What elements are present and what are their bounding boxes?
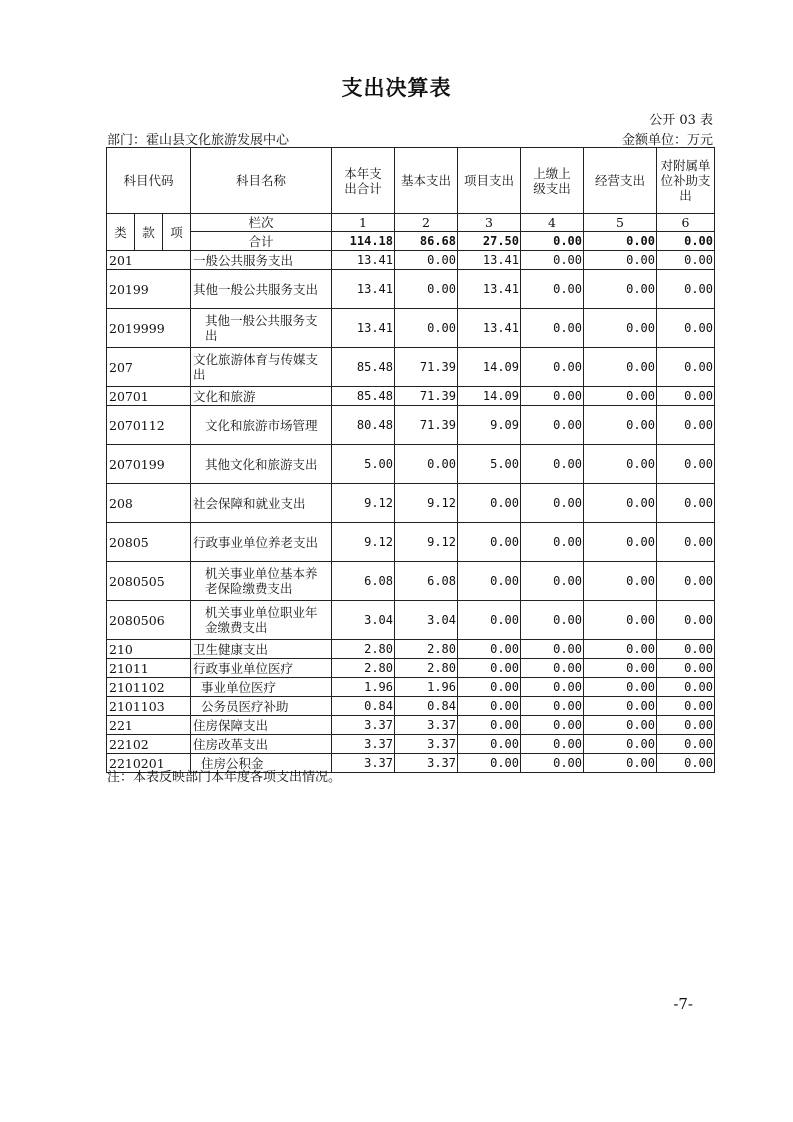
table-row: [107, 678, 715, 697]
table-row: [107, 309, 715, 348]
row-value: 5.00: [332, 445, 395, 484]
row-code: 2019999: [107, 309, 191, 348]
row-value: 0.00: [521, 309, 584, 348]
row-value: 0.00: [584, 309, 657, 348]
header-basic: 基本支出: [395, 148, 458, 214]
row-code: 20199: [107, 270, 191, 309]
table-row: [107, 601, 715, 640]
row-value: 9.12: [395, 523, 458, 562]
row-value: 3.37: [332, 735, 395, 754]
row-value: 9.12: [332, 484, 395, 523]
row-value: 0.00: [458, 523, 521, 562]
row-value: 13.41: [458, 270, 521, 309]
total-value: 114.18: [332, 232, 395, 251]
footnote: 注：本表反映部门本年度各项支出情况。: [107, 770, 342, 785]
row-name: 文化和旅游市场管理: [191, 406, 332, 445]
row-code: 21011: [107, 659, 191, 678]
row-value: 0.84: [395, 697, 458, 716]
row-value: 0.00: [458, 659, 521, 678]
header-business: 经营支出: [584, 148, 657, 214]
row-value: 0.00: [458, 562, 521, 601]
row-value: 0.00: [395, 309, 458, 348]
row-value: 3.37: [332, 716, 395, 735]
row-value: 0.00: [584, 735, 657, 754]
row-value: 0.00: [584, 523, 657, 562]
row-value: 3.37: [395, 735, 458, 754]
row-name: 其他文化和旅游支出: [191, 445, 332, 484]
row-value: 0.00: [521, 562, 584, 601]
row-value: 5.00: [458, 445, 521, 484]
row-value: 13.41: [332, 251, 395, 270]
row-value: 3.37: [332, 754, 395, 773]
row-value: 0.00: [584, 406, 657, 445]
row-value: 0.00: [584, 659, 657, 678]
table-row: [107, 716, 715, 735]
row-value: 0.00: [395, 251, 458, 270]
row-value: 9.12: [395, 484, 458, 523]
row-value: 0.00: [657, 406, 715, 445]
table-row: [107, 697, 715, 716]
row-value: 0.00: [521, 754, 584, 773]
row-value: 3.37: [395, 754, 458, 773]
row-value: 0.00: [584, 484, 657, 523]
row-name: 文化旅游体育与传媒支出: [191, 348, 332, 387]
row-value: 1.96: [332, 678, 395, 697]
row-value: 0.00: [584, 716, 657, 735]
row-name: 一般公共服务支出: [191, 251, 332, 270]
row-value: 0.00: [657, 659, 715, 678]
row-code: 2080505: [107, 562, 191, 601]
row-value: 0.00: [657, 562, 715, 601]
colnum: 5: [584, 214, 657, 232]
page-number: -7-: [673, 995, 693, 1013]
row-value: 0.00: [584, 678, 657, 697]
row-value: 0.00: [584, 251, 657, 270]
row-value: 6.08: [332, 562, 395, 601]
row-value: 2.80: [332, 659, 395, 678]
total-value: 0.00: [584, 232, 657, 251]
total-value: 0.00: [521, 232, 584, 251]
header-row: [107, 148, 715, 214]
row-value: 0.84: [332, 697, 395, 716]
row-value: 0.00: [521, 640, 584, 659]
row-code: 2070199: [107, 445, 191, 484]
table-row: [107, 562, 715, 601]
row-value: 0.00: [657, 270, 715, 309]
total-value: 0.00: [657, 232, 715, 251]
row-name: 住房保障支出: [191, 716, 332, 735]
table-row: [107, 406, 715, 445]
row-value: 13.41: [458, 309, 521, 348]
table-row: [107, 659, 715, 678]
row-code: 22102: [107, 735, 191, 754]
row-value: 0.00: [521, 735, 584, 754]
row-name: 卫生健康支出: [191, 640, 332, 659]
row-value: 0.00: [657, 697, 715, 716]
row-value: 71.39: [395, 348, 458, 387]
table-row: [107, 251, 715, 270]
row-value: 0.00: [657, 348, 715, 387]
table-row: [107, 640, 715, 659]
row-value: 0.00: [458, 716, 521, 735]
row-value: 85.48: [332, 348, 395, 387]
row-value: 80.48: [332, 406, 395, 445]
row-value: 0.00: [657, 601, 715, 640]
row-value: 0.00: [458, 640, 521, 659]
row-value: 0.00: [584, 348, 657, 387]
row-value: 0.00: [657, 678, 715, 697]
row-code: 2080506: [107, 601, 191, 640]
row-value: 0.00: [521, 697, 584, 716]
row-value: 0.00: [458, 601, 521, 640]
row-code: 2101102: [107, 678, 191, 697]
row-value: 0.00: [657, 445, 715, 484]
header-lei: 类: [107, 214, 135, 251]
department-label: 部门：霍山县文化旅游发展中心: [107, 133, 290, 148]
table-row: [107, 270, 715, 309]
colnum: 2: [395, 214, 458, 232]
row-code: 221: [107, 716, 191, 735]
row-value: 6.08: [395, 562, 458, 601]
row-value: 0.00: [395, 445, 458, 484]
row-value: 0.00: [521, 601, 584, 640]
row-value: 0.00: [521, 484, 584, 523]
row-name: 公务员医疗补助: [191, 697, 332, 716]
table-row: [107, 523, 715, 562]
header-total: 本年支出合计: [332, 148, 395, 214]
total-value: 27.50: [458, 232, 521, 251]
header-name: 科目名称: [191, 148, 332, 214]
row-value: 0.00: [521, 523, 584, 562]
header-subsidy: 对附属单位补助支出: [657, 148, 715, 214]
page-title: 支出决算表: [341, 76, 452, 100]
total-row: [107, 232, 715, 251]
row-value: 0.00: [657, 309, 715, 348]
row-value: 0.00: [458, 697, 521, 716]
row-name: 住房改革支出: [191, 735, 332, 754]
row-value: 9.12: [332, 523, 395, 562]
row-value: 0.00: [657, 735, 715, 754]
row-name: 文化和旅游: [191, 387, 332, 406]
colnum-row: [107, 214, 715, 232]
row-value: 9.09: [458, 406, 521, 445]
row-value: 0.00: [657, 754, 715, 773]
row-value: 0.00: [521, 678, 584, 697]
row-value: 0.00: [657, 251, 715, 270]
row-value: 13.41: [332, 270, 395, 309]
row-value: 2.80: [395, 640, 458, 659]
row-value: 0.00: [521, 406, 584, 445]
row-code: 20701: [107, 387, 191, 406]
form-number: 公开 03 表: [649, 113, 713, 128]
row-code: 210: [107, 640, 191, 659]
row-value: 3.04: [395, 601, 458, 640]
header-upper: 上缴上级支出: [521, 148, 584, 214]
row-value: 0.00: [584, 562, 657, 601]
row-code: 207: [107, 348, 191, 387]
table-row: [107, 445, 715, 484]
row-value: 3.04: [332, 601, 395, 640]
row-name: 住房公积金: [191, 754, 332, 773]
table-row: [107, 735, 715, 754]
row-value: 1.96: [395, 678, 458, 697]
row-value: 13.41: [332, 309, 395, 348]
row-value: 0.00: [458, 735, 521, 754]
row-value: 14.09: [458, 348, 521, 387]
row-name: 其他一般公共服务支出: [191, 270, 332, 309]
row-value: 0.00: [657, 523, 715, 562]
row-value: 0.00: [657, 640, 715, 659]
row-value: 0.00: [584, 640, 657, 659]
row-code: 201: [107, 251, 191, 270]
row-value: 0.00: [657, 716, 715, 735]
table-row: [107, 484, 715, 523]
total-value: 86.68: [395, 232, 458, 251]
row-value: 0.00: [458, 678, 521, 697]
header-code: 科目代码: [107, 148, 191, 214]
row-value: 14.09: [458, 387, 521, 406]
row-value: 0.00: [584, 387, 657, 406]
row-value: 0.00: [521, 270, 584, 309]
header-kuan: 款: [135, 214, 163, 251]
colnum-label: 栏次: [191, 214, 332, 232]
row-value: 3.37: [395, 716, 458, 735]
row-value: 0.00: [584, 697, 657, 716]
row-value: 0.00: [657, 484, 715, 523]
row-value: 0.00: [521, 445, 584, 484]
row-value: 0.00: [657, 387, 715, 406]
colnum: 3: [458, 214, 521, 232]
row-name: 行政事业单位养老支出: [191, 523, 332, 562]
unit-label: 金额单位：万元: [621, 133, 713, 148]
row-value: 0.00: [584, 601, 657, 640]
row-value: 0.00: [584, 270, 657, 309]
row-name: 事业单位医疗: [191, 678, 332, 697]
colnum: 6: [657, 214, 715, 232]
row-value: 0.00: [521, 716, 584, 735]
table-row: [107, 348, 715, 387]
row-value: 13.41: [458, 251, 521, 270]
row-name: 机关事业单位基本养老保险缴费支出: [191, 562, 332, 601]
row-value: 0.00: [584, 754, 657, 773]
row-code: 20805: [107, 523, 191, 562]
expenditure-table: [106, 147, 715, 773]
header-project: 项目支出: [458, 148, 521, 214]
row-value: 0.00: [458, 484, 521, 523]
row-value: 71.39: [395, 406, 458, 445]
row-name: 社会保障和就业支出: [191, 484, 332, 523]
row-value: 2.80: [332, 640, 395, 659]
row-name: 其他一般公共服务支出: [191, 309, 332, 348]
total-label: 合计: [191, 232, 332, 251]
table-row: [107, 387, 715, 406]
row-value: 0.00: [521, 251, 584, 270]
row-value: 0.00: [584, 445, 657, 484]
row-code: 2210201: [107, 754, 191, 773]
header-xiang: 项: [163, 214, 191, 251]
row-name: 行政事业单位医疗: [191, 659, 332, 678]
row-code: 2070112: [107, 406, 191, 445]
row-value: 71.39: [395, 387, 458, 406]
row-value: 0.00: [521, 387, 584, 406]
row-value: 0.00: [395, 270, 458, 309]
row-value: 0.00: [521, 659, 584, 678]
colnum: 1: [332, 214, 395, 232]
row-value: 0.00: [521, 348, 584, 387]
row-value: 0.00: [458, 754, 521, 773]
row-value: 2.80: [395, 659, 458, 678]
row-value: 85.48: [332, 387, 395, 406]
colnum: 4: [521, 214, 584, 232]
row-code: 208: [107, 484, 191, 523]
row-code: 2101103: [107, 697, 191, 716]
row-name: 机关事业单位职业年金缴费支出: [191, 601, 332, 640]
